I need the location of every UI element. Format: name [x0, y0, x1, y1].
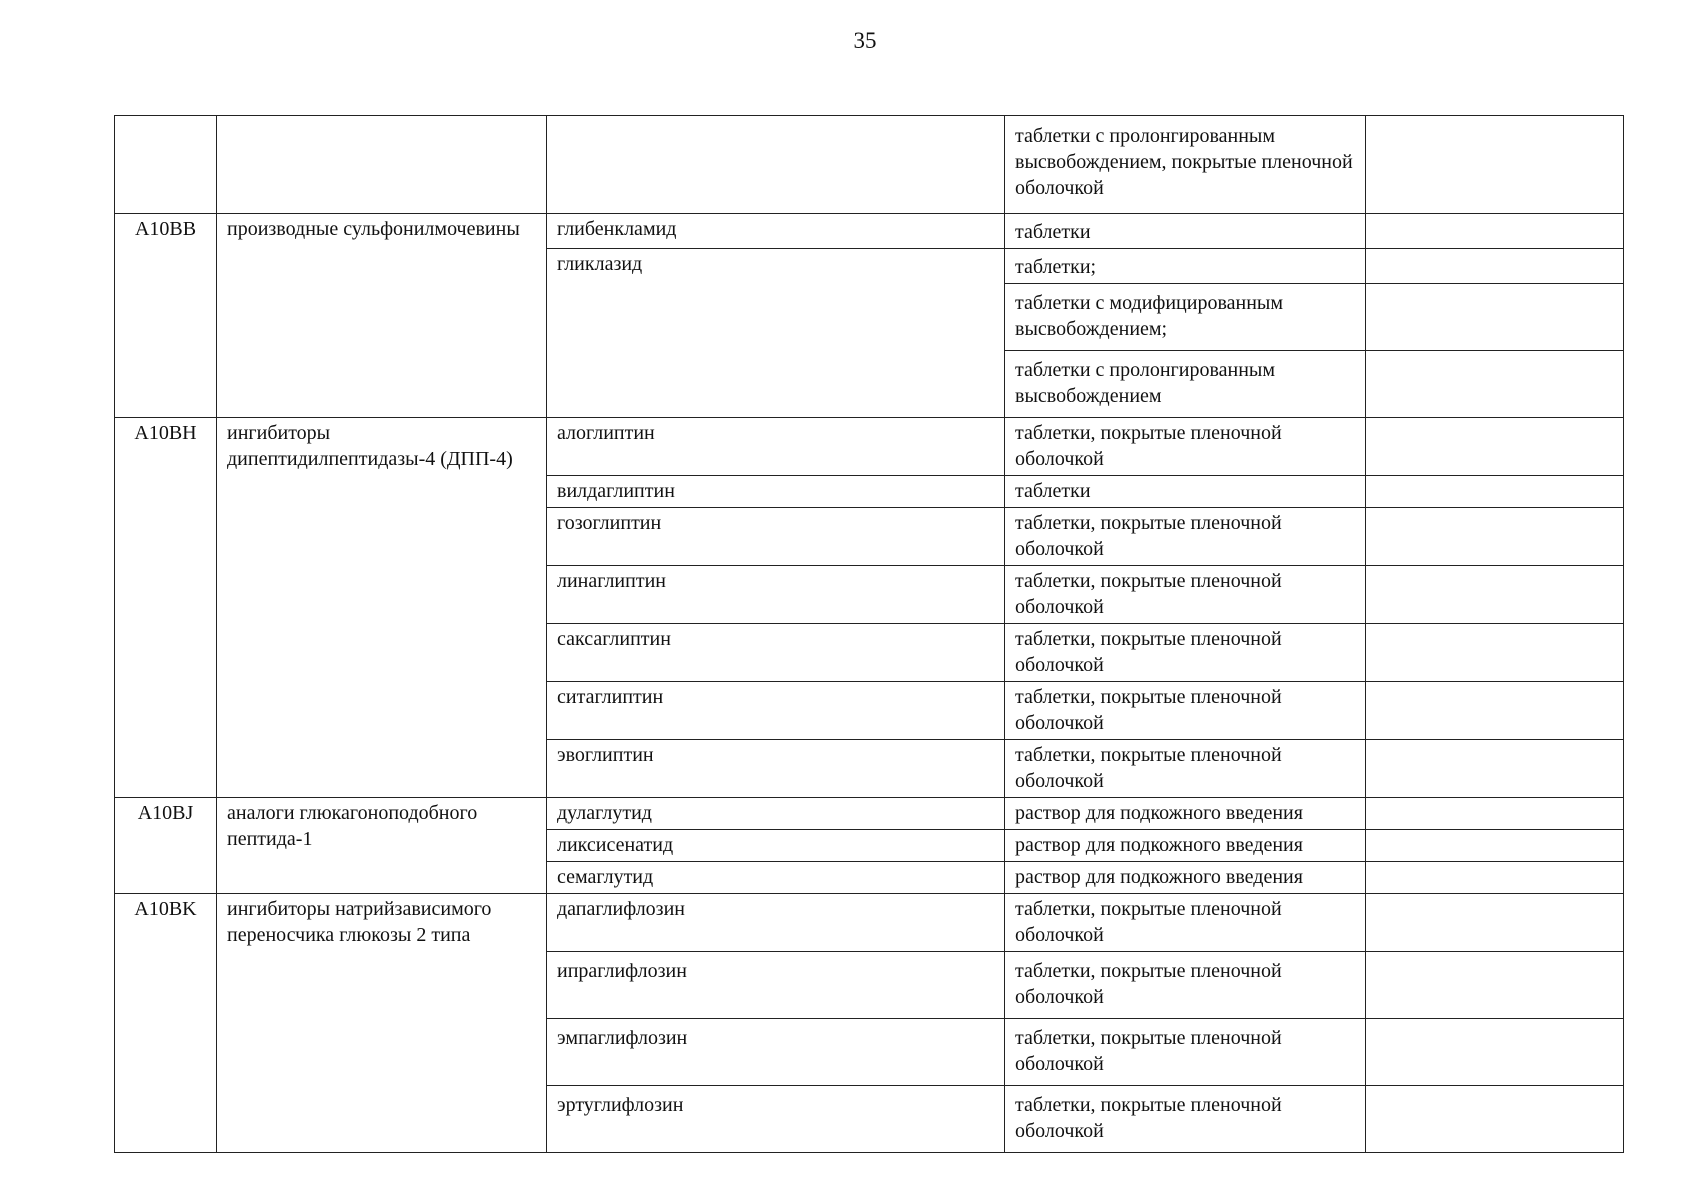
extra-cell	[1366, 284, 1624, 351]
extra-cell	[1366, 1086, 1624, 1153]
extra-cell	[1366, 476, 1624, 508]
dosage-form-cell: таблетки, покрытые пленочной оболочкой	[1005, 1019, 1366, 1086]
group-name-cell: аналоги глюкагоноподобного пептида-1	[217, 798, 547, 894]
extra-cell	[1366, 116, 1624, 214]
dosage-form-cell: таблетки с пролонгированным высвобождением	[1005, 351, 1366, 418]
dosage-form-cell: таблетки, покрытые пленочной оболочкой	[1005, 894, 1366, 952]
extra-cell	[1366, 566, 1624, 624]
extra-cell	[1366, 952, 1624, 1019]
drug-name-cell: дапаглифлозин	[547, 894, 1005, 952]
table-row	[115, 116, 1624, 214]
extra-cell	[1366, 862, 1624, 894]
dosage-form-cell: раствор для подкожного введения	[1005, 798, 1366, 830]
drug-name-cell: вилдаглиптин	[547, 476, 1005, 508]
drug-name-cell: дулаглутид	[547, 798, 1005, 830]
table-row	[115, 418, 1624, 476]
dosage-form-cell: таблетки	[1005, 214, 1366, 249]
dosage-form-cell: таблетки, покрытые пленочной оболочкой	[1005, 508, 1366, 566]
extra-cell	[1366, 508, 1624, 566]
drug-name-cell	[547, 116, 1005, 214]
extra-cell	[1366, 351, 1624, 418]
drug-name-cell: ситаглиптин	[547, 682, 1005, 740]
drug-name-cell: эртуглифлозин	[547, 1086, 1005, 1153]
dosage-form-cell: таблетки, покрытые пленочной оболочкой	[1005, 740, 1366, 798]
extra-cell	[1366, 249, 1624, 284]
table-row	[115, 894, 1624, 952]
drug-name-cell: эмпаглифлозин	[547, 1019, 1005, 1086]
table-row	[115, 798, 1624, 830]
group-name-cell: ингибиторы дипептидилпептидазы-4 (ДПП-4)	[217, 418, 547, 798]
code-cell: A10BK	[115, 894, 217, 1153]
dosage-form-cell: раствор для подкожного введения	[1005, 862, 1366, 894]
extra-cell	[1366, 740, 1624, 798]
dosage-form-cell: таблетки, покрытые пленочной оболочкой	[1005, 624, 1366, 682]
drug-name-cell: гозоглиптин	[547, 508, 1005, 566]
dosage-form-cell: таблетки, покрытые пленочной оболочкой	[1005, 682, 1366, 740]
dosage-form-cell: таблетки, покрытые пленочной оболочкой	[1005, 1086, 1366, 1153]
group-name-cell: ингибиторы натрийзависимого переносчика глюкозы 2 типа	[217, 894, 547, 1153]
dosage-form-cell: таблетки, покрытые пленочной оболочкой	[1005, 566, 1366, 624]
dosage-form-cell: таблетки, покрытые пленочной оболочкой	[1005, 952, 1366, 1019]
dosage-form-cell: таблетки	[1005, 476, 1366, 508]
drug-name-cell: линаглиптин	[547, 566, 1005, 624]
dosage-form-cell: таблетки;	[1005, 249, 1366, 284]
dosage-form-cell: раствор для подкожного введения	[1005, 830, 1366, 862]
code-cell: A10BH	[115, 418, 217, 798]
drug-name-cell: эвоглиптин	[547, 740, 1005, 798]
drug-name-cell: ликсисенатид	[547, 830, 1005, 862]
extra-cell	[1366, 1019, 1624, 1086]
drug-name-cell: ипраглифлозин	[547, 952, 1005, 1019]
code-cell: A10BJ	[115, 798, 217, 894]
table-row	[115, 214, 1624, 249]
page-number: 35	[853, 28, 877, 53]
dosage-form-cell: таблетки с модифицированным высвобождением;	[1005, 284, 1366, 351]
drug-name-cell: семаглутид	[547, 862, 1005, 894]
extra-cell	[1366, 624, 1624, 682]
drug-table	[114, 115, 1624, 1153]
group-name-cell	[217, 116, 547, 214]
dosage-form-cell: таблетки, покрытые пленочной оболочкой	[1005, 418, 1366, 476]
code-cell: A10BB	[115, 214, 217, 418]
drug-name-cell: глибенкламид	[547, 214, 1005, 249]
drug-name-cell: гликлазид	[547, 249, 1005, 418]
dosage-form-cell: таблетки с пролонгированным высвобождением, покрытые пленочной оболочкой	[1005, 116, 1366, 214]
drug-name-cell: саксаглиптин	[547, 624, 1005, 682]
drug-name-cell: алоглиптин	[547, 418, 1005, 476]
code-cell	[115, 116, 217, 214]
extra-cell	[1366, 798, 1624, 830]
extra-cell	[1366, 894, 1624, 952]
group-name-cell: производные сульфонилмочевины	[217, 214, 547, 418]
extra-cell	[1366, 830, 1624, 862]
extra-cell	[1366, 682, 1624, 740]
extra-cell	[1366, 214, 1624, 249]
extra-cell	[1366, 418, 1624, 476]
